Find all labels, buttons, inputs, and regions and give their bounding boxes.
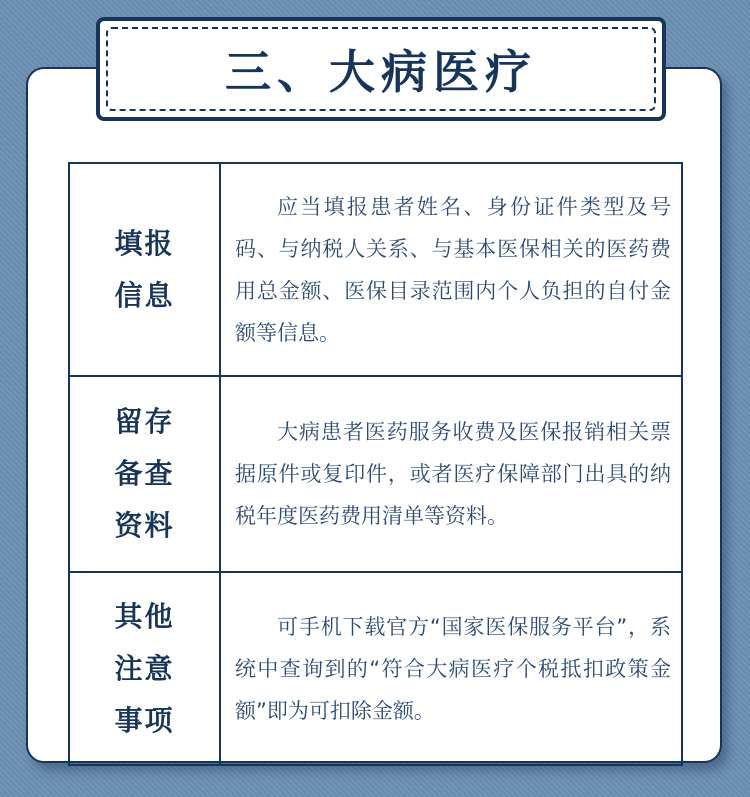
table-row-keep-records bbox=[69, 376, 682, 572]
page-title: 三、大病医疗 bbox=[225, 45, 537, 99]
label-line: 其他 bbox=[114, 599, 175, 633]
row-content-keep-records: 大病患者医药服务收费及医保报销相关票据原件或复印件，或者医疗保障部门出具的纳税年度医药费用清单等资料。 bbox=[220, 376, 682, 572]
table-row-fill-info bbox=[69, 163, 682, 376]
table-row-other-notes bbox=[69, 572, 682, 765]
label-line: 注意 bbox=[114, 651, 175, 685]
title-dashed-frame bbox=[106, 27, 656, 111]
row-content-fill-info: 应当填报患者姓名、身份证件类型及号码、与纳税人关系、与基本医保相关的医药费用总金额、医保目录范围内个人负担的自付金额等信息。 bbox=[220, 163, 682, 376]
label-line: 留存 bbox=[114, 405, 175, 438]
label-line: 填报 bbox=[114, 226, 175, 260]
row-label-other-notes bbox=[69, 572, 220, 765]
label-line: 备查 bbox=[114, 457, 175, 490]
row-content-other-notes: 可手机下载官方“国家医保服务平台”，系统中查询到的“符合大病医疗个税抵扣政策金额”即为可扣除金额。 bbox=[220, 572, 682, 765]
label-line: 资料 bbox=[114, 509, 175, 542]
row-label-keep-records bbox=[69, 376, 220, 572]
label-line: 信息 bbox=[114, 278, 175, 312]
info-table bbox=[68, 162, 683, 766]
label-line: 事项 bbox=[114, 703, 175, 737]
title-banner bbox=[96, 17, 666, 121]
row-label-fill-info bbox=[69, 163, 220, 376]
